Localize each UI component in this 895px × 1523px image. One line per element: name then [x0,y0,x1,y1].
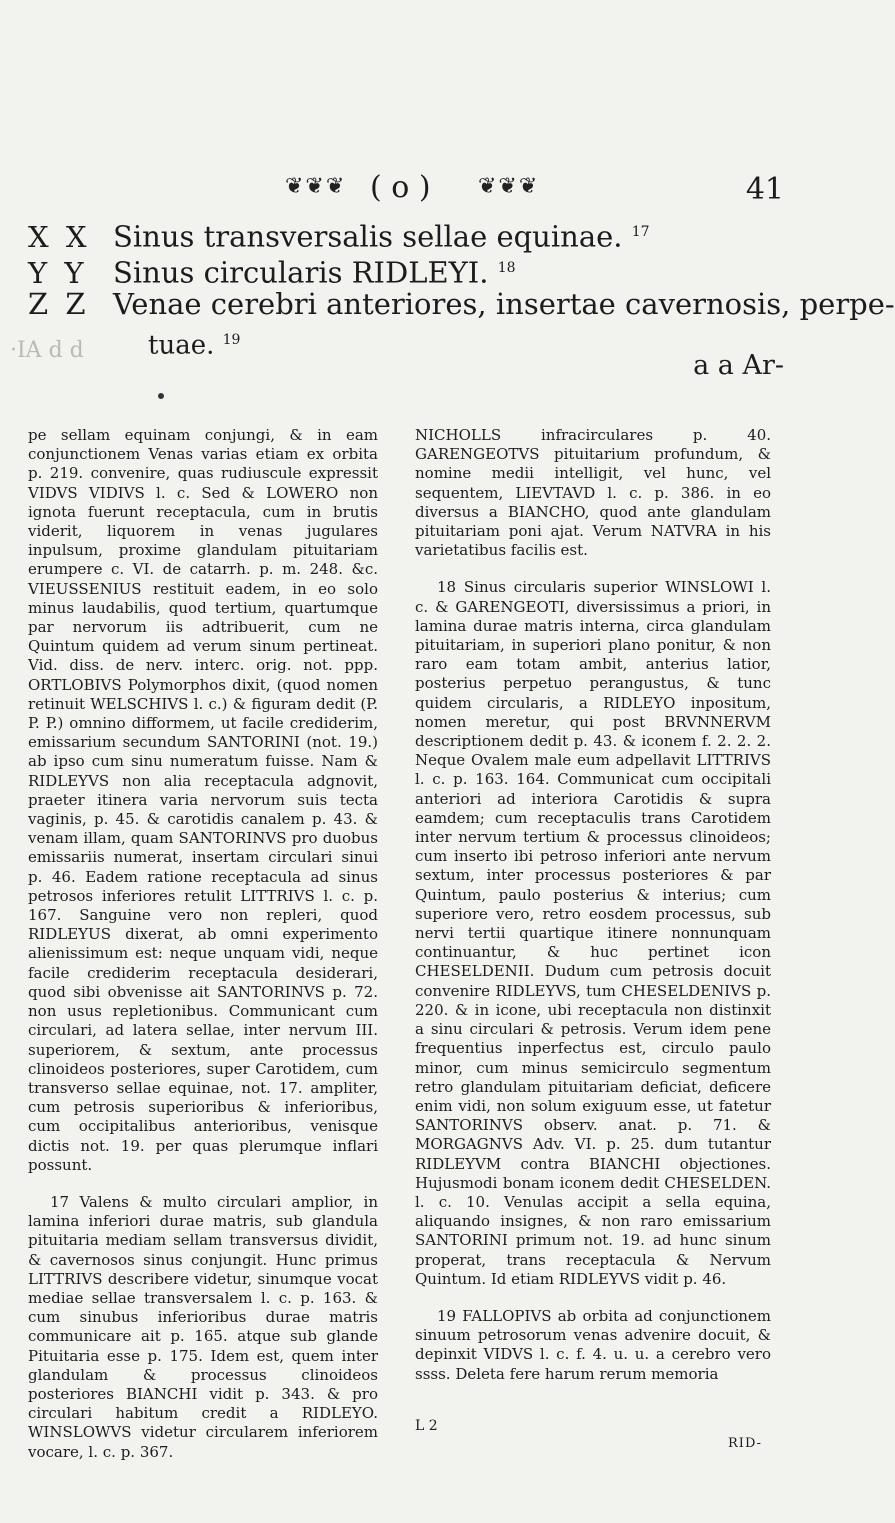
show-through-text: ·IA d d [10,338,84,363]
paragraph: 18 Sinus circularis superior WINSLOWI l. c. & GARENGEOTI, diversissimus a priori, in lamina durae matris interna, circa glandulam pituitariam, in superiori plano ponitur, & non raro eam totam ambit, anterius latior, posterius perpetuo perangustus, & tunc quidem circularis, a RIDLEYO inpositum, nomen meretur, qui post BRVNNERVM descriptionem dedit p. 43. & iconem f. 2. 2. 2. Neque Ovalem male eum adpellavit LITTRIVS l. c. p. 163. 164. Communicat cum occipitali anteriori ad interiora Carotidis & supra eamdem; cum receptaculis trans Carotidem inter nervum tertium & processus clinoideos; cum inserto ibi petroso inferiori ante nervum sextum, inter processus posteriores & par Quintum, paulo posterius & interius; cum superiore vero, retro eosdem processus, sub nervi tertii quartique itinere nonnunquam continuantur, & huc pertinet icon CHESELDENII. Dudum cum petrosis docuit convenire RIDLEYVS, tum CHESELDENIVS p. 220. & in icone, ubi receptacula non distinxit a sinu circulari & petrosis. Verum idem pene frequentius inperfectus est, circulo paulo minor, cum minus semicirculo segmentum retro glandulam pituitariam deficiat, deficere enim vidi, non solum exiguum esse, ut fatetur SANTORINVS observ. anat. p. 71. & MORGAGNVS Adv. VI. p. 25. dum tutantur RIDLEYVM contra BIANCHI objectiones. Hujusmodi bonam iconem dedit CHESELDEN. l. c. 10. Venulas accipit a sella equina, aliquando insignes, & non raro emissarium SANTORINI primum not. 19. ad hunc sinum properat, trans receptacula & Nervum Quintum. Id etiam RIDLEYVS vidit p. 46. [415,578,771,1288]
paragraph: pe sellam equinam conjungi, & in eam conjunctionem Venas varias etiam ex orbita p. 219. convenire, quas rudiuscule expressit VIDVS VIDIVS l. c. Sed & LOWERO non ignota fuerunt receptacula, cum in brutis viderit, liquorem in venas jugulares inpulsum, proxime glandulam pituitariam erumpere c. VI. de catarrh. p. m. 248. &c. VIEUSSENIUS restituit eadem, in eo solo minus laudabilis, quod tertium, quartumque par nervorum iis adtribuerit, cum ne Quintum quidem ad verum sinum pertineat. Vid. diss. de nerv. interc. orig. not. ppp. ORTLOBIVS Polymorphos dixit, (quod nomen retinuit WELSCHIVS l. c.) & figuram dedit (P. P. P.) omnino difformem, ut facile crediderim, emissarium secundum SANTORINI (not. 19.) ab ipso cum sinu numeratum fuisse. Nam & RIDLEYVS non alia receptacula adgnovit, praeter itinera varia nervorum suis tecta vaginis, p. 45. & carotidis canalem p. 43. & venam illam, quam SANTORINVS pro duobus emissariis numerat, insertam circulari sinui p. 46. Eadem ratione receptacula ad sinus petrosos inferiores retulit LITTRIVS l. c. p. 167. Sanguine vero non repleri, quod RIDLEYUS dixerat, ab omni experimento alienissimum est: neque unquam vidi, neque facile crediderim receptacula desiderari, quod sibi obvenisse ait SANTORINVS p. 72. non usus repletionibus. Communicant cum circulari, ad latera sellae, inter nervum III. superiorem, & sextum, ante processus clinoideos posteriores, super Carotidem, cum transverso sellae equinae, not. 17. ampliter, cum petrosis superioribus & inferioribus, cum occipitalibus anterioribus, venisque dictis not. 19. per quas plerumque inflari possunt. [28,426,378,1174]
legend-text: Sinus transversalis sellae equinae. $^{17}$ [113,219,650,254]
legend-key: X X [28,219,91,254]
page-number: 41 [745,172,784,207]
catchword-top: a a Ar- [693,350,784,381]
signature-mark: L 2 [415,1418,438,1434]
legend-row [28,286,895,322]
legend-row [28,322,788,361]
right-column [415,426,771,1402]
legend-text: tuae. $^{19}$ [148,330,241,361]
left-column [28,426,378,1480]
page-header [0,168,800,208]
legend-text: Sinus circularis RIDLEYI. $^{18}$ [113,255,516,290]
paragraph: 19 FALLOPIVS ab orbita ad conjunctionem sinuum petrosorum venas advenire docuit, & depinxit VIDVS l. c. f. 4. u. u. a cerebro vero ssss. Deleta fere harum rerum memoria [415,1306,771,1383]
legend-row [28,250,788,290]
ink-dot [158,393,164,399]
catchword-bottom: RID- [728,1436,762,1451]
legend-text: Venae cerebri anteriores, insertae cavernosis, perpe- [113,287,895,321]
ornament-right: ❦❦❦ [478,174,540,199]
legend-key: Z Z [28,287,90,321]
folio-mark: ( o ) [370,170,431,205]
legend-row [28,214,788,254]
figure-legend [28,214,895,361]
ornament-left: ❦❦❦ [285,174,347,199]
paragraph: 17 Valens & multo circulari amplior, in lamina inferiori durae matris, sub glandula pituitaria mediam sellam transversus dividit, & cavernosos sinus conjungit. Hunc primus LITTRIVS describere videtur, sinumque vocat mediae sellae transversalem l. c. p. 163. & cum sinubus inferioribus durae matris communicare ait p. 165. atque sub glande Pituitaria esse p. 175. Idem est, quem inter glandulam & processus clinoideos posteriores BIANCHI vidit p. 343. & pro circulari habitum credit a RIDLEYO. WINSLOWVS videtur circularem inferiorem vocare, l. c. p. 367. [28,1192,378,1461]
legend-key: Y Y [28,255,88,290]
paragraph: NICHOLLS infracirculares p. 40. GARENGEOTVS pituitarium profundum, & nomine medii intelligit, vel hunc, vel sequentem, LIEVTAVD l. c. p. 386. in eo diversus a BIANCHO, quod ante glandulam pituitariam poni ajat. Verum NATVRA in his varietatibus facilis est. [415,426,771,560]
